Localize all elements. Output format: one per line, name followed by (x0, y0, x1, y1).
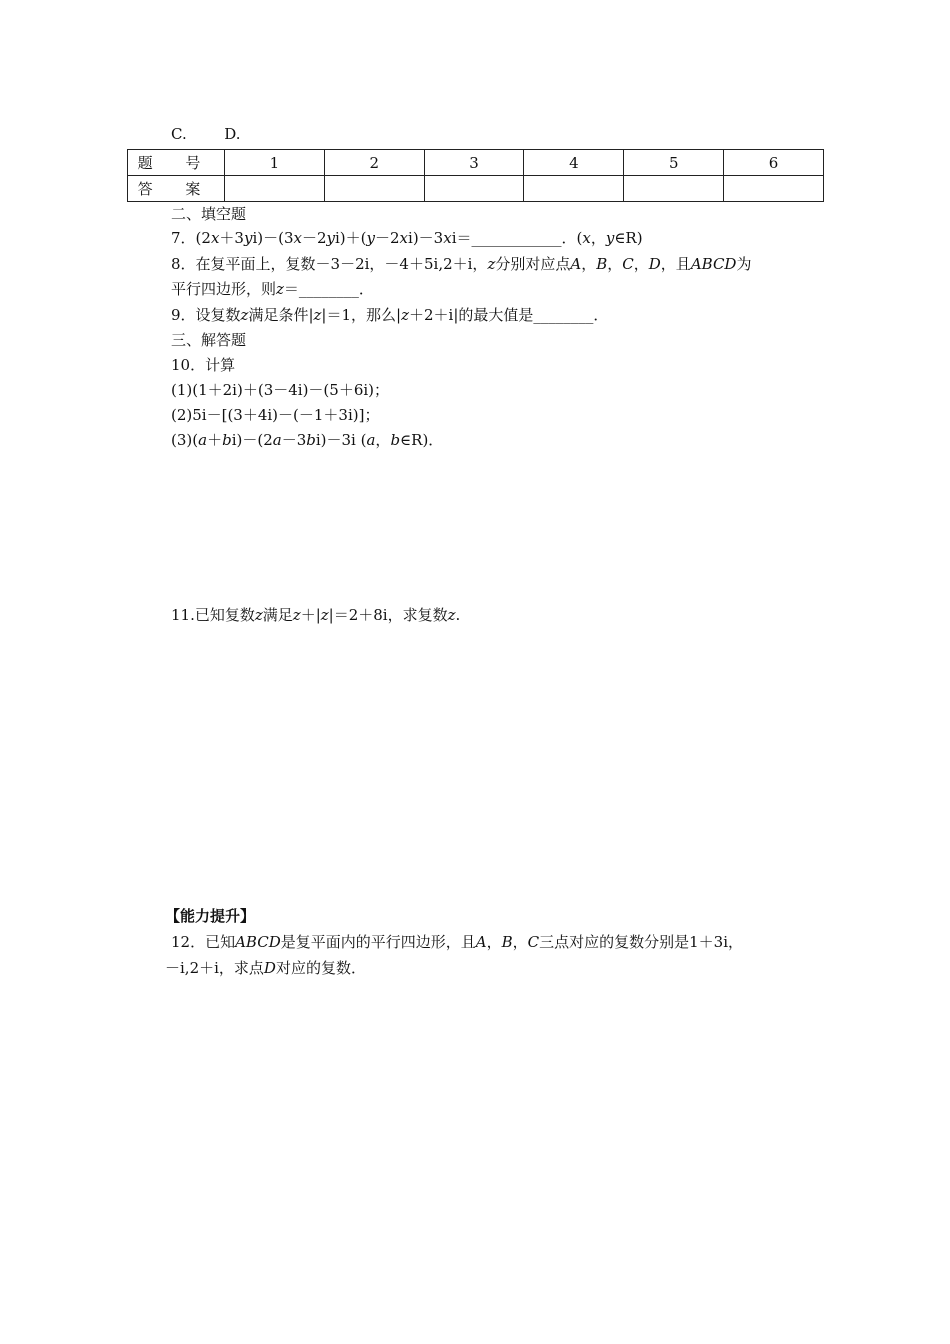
q8-text: 分别对应点 (495, 255, 571, 273)
q7-var: x (293, 229, 302, 247)
q7-var: x (443, 229, 452, 247)
options-cd-line (171, 124, 241, 144)
q12-point: A (475, 933, 487, 951)
q12-point: ABCD (235, 933, 281, 951)
q12-point: D (263, 959, 276, 977)
q7-text: ＋3 (219, 229, 244, 247)
question-number-6: 6 (724, 150, 824, 176)
q10-text: －3 (281, 431, 307, 449)
question-8-line-1 (171, 254, 751, 274)
q9-text: 9．设复数 (171, 306, 241, 324)
q9-blank: ＋2＋i|的最大值是________． (408, 306, 609, 324)
q10-var: b (390, 431, 401, 449)
q7-var: x (399, 229, 409, 247)
question-number-label: 题 号 (128, 150, 225, 176)
q8-text: 为 (736, 255, 752, 273)
q8-text: 平行四边形，则 (171, 280, 277, 298)
q8-text: ， (633, 255, 649, 273)
q11-var: z (447, 606, 456, 624)
answer-label: 答 案 (128, 176, 225, 202)
q10-text: i)－(2 (231, 431, 273, 449)
q12-point: B (501, 933, 513, 951)
q7-var: y (243, 229, 253, 247)
question-8-line-2 (171, 279, 374, 299)
section-2-title: 二、填空题 (171, 205, 247, 223)
q10-var: b (306, 431, 316, 449)
question-11 (171, 605, 460, 625)
question-12-line-2 (165, 958, 366, 978)
q11-text: 11.已知复数 (171, 606, 255, 624)
q7-text: i)－3 (408, 229, 444, 247)
option-c: C. (171, 125, 187, 143)
q7-var: y (605, 229, 615, 247)
q10-text: (3)( (171, 431, 199, 449)
question-10-part-3 (171, 430, 443, 450)
q11-text: ＋| (300, 606, 321, 624)
q10-var: a (198, 431, 208, 449)
answer-cell-1[interactable] (225, 176, 325, 202)
q9-text: |＝1，那么| (321, 306, 402, 324)
answer-table-answer-row (128, 176, 824, 202)
q11-text: . (455, 606, 461, 624)
q7-text: i)－(3 (252, 229, 294, 247)
q7-text: 7．(2 (171, 229, 211, 247)
q9-text: 满足条件| (248, 306, 314, 324)
q11-var: z (254, 606, 263, 624)
question-9 (171, 305, 608, 325)
question-7 (171, 228, 643, 248)
answer-cell-6[interactable] (724, 176, 824, 202)
q8-text: ， (607, 255, 623, 273)
q7-text: －2 (301, 229, 327, 247)
q10-text: ， (375, 431, 391, 449)
answer-cell-2[interactable] (324, 176, 424, 202)
answer-table (127, 149, 824, 202)
q12-text: 三点对应的复数分别是1＋3i， (539, 933, 744, 951)
q12-text: 对应的复数． (275, 959, 366, 977)
question-number-4: 4 (524, 150, 624, 176)
question-10-title: 10．计算 (171, 356, 236, 374)
q11-text: |＝2＋8i，求复数 (328, 606, 448, 624)
q7-var: y (326, 229, 335, 247)
q10-var: a (366, 431, 376, 449)
q7-text: ∈R) (614, 229, 643, 247)
q8-text: 8．在复平面上，复数－3－2i，－4＋5i,2＋i， (171, 255, 488, 273)
q8-point: C (622, 255, 634, 273)
q8-var: z (487, 255, 496, 273)
q8-var: z (276, 280, 284, 298)
question-number-1: 1 (225, 150, 325, 176)
answer-cell-5[interactable] (624, 176, 724, 202)
q7-var: x (210, 229, 220, 247)
q7-var: y (366, 229, 375, 247)
q12-text: 是复平面内的平行四边形，且 (280, 933, 476, 951)
question-12-line-1 (171, 932, 743, 952)
q11-var: z (292, 606, 301, 624)
q12-text: ， (486, 933, 502, 951)
question-number-3: 3 (424, 150, 524, 176)
q9-var: z (240, 306, 249, 324)
q12-text: ， (512, 933, 528, 951)
q7-var: x (582, 229, 591, 247)
q11-var: z (320, 606, 329, 624)
q10-var: a (272, 431, 282, 449)
q7-text: －2 (375, 229, 400, 247)
q12-text: －i,2＋i，求点 (165, 959, 264, 977)
q7-text: ， (590, 229, 606, 247)
q9-var: z (313, 306, 322, 324)
q8-point: D (648, 255, 661, 273)
q8-blank: ＝________． (283, 280, 374, 298)
q7-text: i)＋( (335, 229, 367, 247)
question-number-5: 5 (624, 150, 724, 176)
q8-point: ABCD (690, 255, 737, 273)
q8-text: ， (581, 255, 597, 273)
question-10-part-1: (1)(1＋2i)＋(3－4i)－(5＋6i)； (171, 381, 390, 399)
q10-text: i)－3i ( (315, 431, 367, 449)
q8-text: ，且 (660, 255, 691, 273)
q10-text: ∈R)． (400, 431, 444, 449)
ability-section-title: 【能力提升】 (165, 907, 256, 925)
q10-var: b (222, 431, 232, 449)
q11-text: 满足 (262, 606, 293, 624)
q9-var: z (401, 306, 409, 324)
question-10-part-2: (2)5i－[(3＋4i)－(－1＋3i)]； (171, 406, 380, 424)
answer-cell-4[interactable] (524, 176, 624, 202)
q8-point: A (570, 255, 582, 273)
q12-point: C (527, 933, 540, 951)
q10-text: ＋ (207, 431, 223, 449)
answer-cell-3[interactable] (424, 176, 524, 202)
section-3-title: 三、解答题 (171, 331, 247, 349)
option-d: D. (224, 125, 241, 143)
q7-blank: i＝____________．( (451, 229, 583, 247)
q12-text: 12．已知 (171, 933, 236, 951)
q8-point: B (596, 255, 608, 273)
question-number-2: 2 (324, 150, 424, 176)
answer-table-header-row (128, 150, 824, 176)
